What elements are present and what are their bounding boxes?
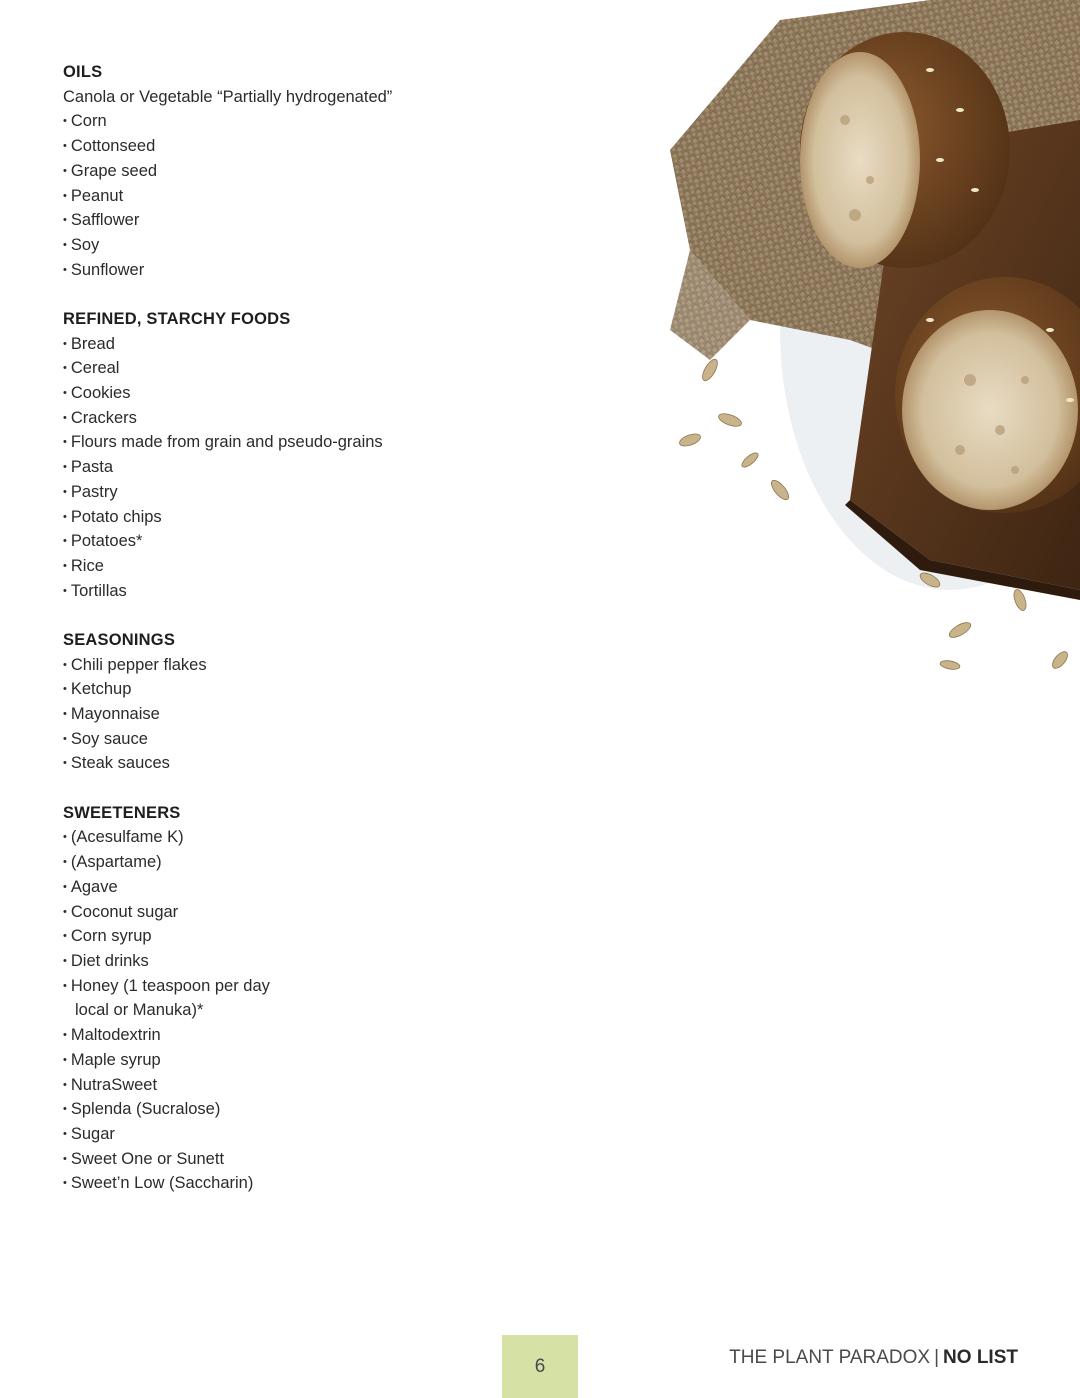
section-title: SWEETENERS	[63, 803, 181, 822]
list-item: • Safflower	[63, 208, 583, 233]
list-item: • Diet drinks	[63, 949, 583, 974]
list-item: • Pastry	[63, 480, 583, 505]
footer-separator: |	[934, 1347, 940, 1368]
section-title: SEASONINGS	[63, 630, 176, 649]
section-intro: Canola or Vegetable “Partially hydrogenated”	[63, 87, 393, 106]
list-item: • Rice	[63, 554, 583, 579]
list-item: • Potatoes*	[63, 529, 583, 554]
list-item: • Soy	[63, 233, 583, 258]
list-item: • Cottonseed	[63, 134, 583, 159]
list-item: • Coconut sugar	[63, 900, 583, 925]
section-title: REFINED, STARCHY FOODS	[63, 309, 291, 328]
list-item: • Peanut	[63, 184, 583, 209]
list-item: • (Acesulfame K)	[63, 825, 583, 850]
list-item-honey	[63, 974, 583, 1023]
list-item: • Soy sauce	[63, 727, 583, 752]
bread-on-burlap-photo	[630, 0, 1080, 700]
honey-line-2: local or Manuka)*	[75, 1001, 204, 1020]
list-item: • Ketchup	[63, 677, 583, 702]
list-item: • (Aspartame)	[63, 850, 583, 875]
list-item: • Tortillas	[63, 579, 583, 604]
list-item: • Corn	[63, 109, 583, 134]
list-item: • Sweet One or Sunett	[63, 1147, 583, 1172]
list-item: • Grape seed	[63, 159, 583, 184]
list-item: • Cookies	[63, 381, 583, 406]
section-title: OILS	[63, 63, 103, 81]
section-oils	[63, 60, 583, 282]
section-sweeteners	[63, 801, 583, 1196]
food-list	[63, 60, 583, 1221]
list-item: • Corn syrup	[63, 924, 583, 949]
list-item: • Mayonnaise	[63, 702, 583, 727]
page-number: 6	[502, 1335, 578, 1398]
list-item: • Sunflower	[63, 258, 583, 283]
list-item: • Flours made from grain and pseudo-grains	[63, 430, 583, 455]
list-item: • Sweet’n Low (Saccharin)	[63, 1171, 583, 1196]
list-item: • Cereal	[63, 356, 583, 381]
section-seasonings	[63, 628, 583, 776]
list-item: • Maltodextrin	[63, 1023, 583, 1048]
list-item: • Pasta	[63, 455, 583, 480]
footer-title	[729, 1347, 1018, 1369]
list-item: • Sugar	[63, 1122, 583, 1147]
list-item: • NutraSweet	[63, 1073, 583, 1098]
honey-line-1: Honey (1 teaspoon per day	[70, 976, 270, 995]
list-item: • Splenda (Sucralose)	[63, 1097, 583, 1122]
list-item: • Steak sauces	[63, 751, 583, 776]
list-name: NO LIST	[943, 1347, 1018, 1368]
section-refined-starchy-foods	[63, 307, 583, 603]
list-item: • Maple syrup	[63, 1048, 583, 1073]
list-item: • Potato chips	[63, 505, 583, 530]
list-item: • Bread	[63, 332, 583, 357]
list-item: • Chili pepper flakes	[63, 653, 583, 678]
book-title: THE PLANT PARADOX	[729, 1347, 931, 1368]
list-item: • Agave	[63, 875, 583, 900]
list-item: • Crackers	[63, 406, 583, 431]
